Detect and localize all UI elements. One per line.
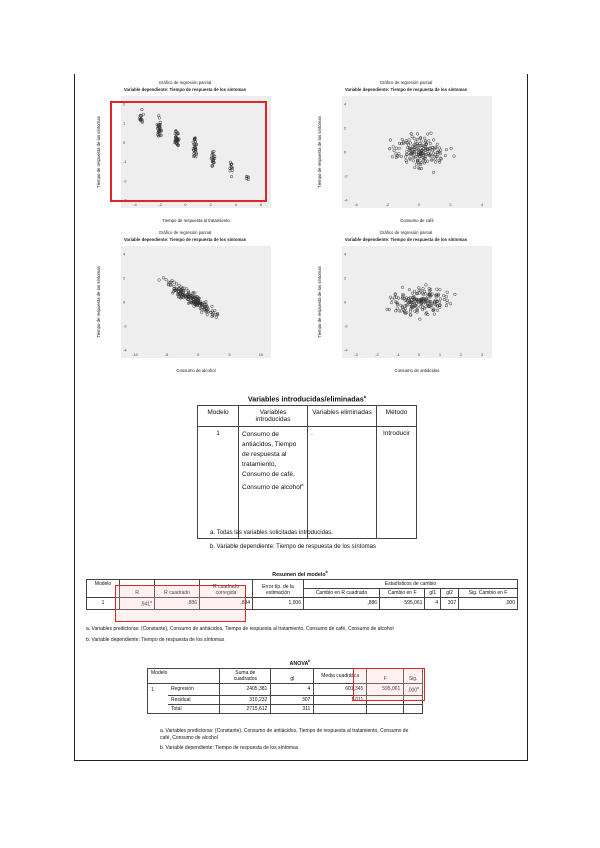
header-cell: Variables eliminadas xyxy=(308,406,377,427)
scatter-point xyxy=(442,294,445,297)
y-tick-label: -1 xyxy=(123,159,127,165)
cell: 1,006 xyxy=(253,598,304,610)
scatter-point xyxy=(410,132,413,135)
plot-title: Gráfico de regresión parcial xyxy=(158,80,212,85)
group-header-cell: Estadísticos de cambio xyxy=(304,580,518,589)
cell: 311 xyxy=(271,704,314,713)
plot-ylabel: Tiempo de respuesta de los síntomas xyxy=(96,266,101,338)
header-cell: Modelo xyxy=(198,406,239,427)
scatter-point xyxy=(415,163,418,166)
y-tick-label: 2 xyxy=(123,275,126,281)
row-label: Residual xyxy=(168,695,220,704)
cell xyxy=(314,704,367,713)
partial-plot-3 xyxy=(95,230,275,380)
y-tick-label: -4 xyxy=(123,347,127,353)
x-tick-label: 4 xyxy=(234,202,237,207)
plot-ylabel: Tiempo de respuesta de los síntomas xyxy=(317,266,322,338)
cell: ,884 xyxy=(200,598,253,610)
header-cell: Cambio en F xyxy=(380,589,425,598)
header-cell: R xyxy=(120,580,155,598)
plot-subtitle: Variable dependiente: Tiempo de respuesta de los síntomas xyxy=(344,87,468,92)
scatter-point xyxy=(430,155,433,158)
scatter-point xyxy=(409,142,412,145)
scatter-point xyxy=(432,139,435,142)
header-cell: R cuadrado corregida xyxy=(200,580,253,598)
header-cell: Cambio en R cuadrado xyxy=(304,589,380,598)
summary-table-title: Resumen del modelo$^b$ xyxy=(272,570,328,578)
scatter-point xyxy=(439,298,442,301)
cell: 310,232 xyxy=(220,695,271,704)
scatter-point xyxy=(158,279,161,282)
x-tick-label: 5 xyxy=(228,352,231,357)
scatter-point xyxy=(401,286,404,289)
plot-subtitle: Variable dependiente: Tiempo de respuesta de los síntomas xyxy=(123,87,247,92)
y-tick-label: 0 xyxy=(344,149,347,155)
scatter-point xyxy=(434,161,437,164)
scatter-point xyxy=(393,149,396,152)
x-tick-label: -5 xyxy=(164,352,169,357)
scatter-point xyxy=(408,139,411,142)
scatter-point xyxy=(185,288,188,291)
x-tick-label: -3 xyxy=(354,352,358,357)
x-tick-label: 4 xyxy=(480,202,484,207)
cell-empty xyxy=(148,695,169,704)
scatter-point xyxy=(416,133,419,136)
cell: 307 xyxy=(441,598,459,610)
table-header-row xyxy=(198,406,417,427)
scatter-point xyxy=(165,278,168,281)
scatter-point xyxy=(413,166,416,169)
cell: ,000$^a$ xyxy=(404,684,423,696)
anova-table-title: ANOVA$^b$ xyxy=(289,659,311,667)
x-tick-label: 0 xyxy=(417,352,421,357)
scatter-point xyxy=(436,288,439,291)
summary-note-a: a. Variables predictoras: (Constante), Consumo de antiácidos, Tiempo de respuesta al tratamiento, Consumo de café, Consumo de alcohol xyxy=(86,626,394,632)
scatter-point xyxy=(444,154,447,157)
scatter-point xyxy=(391,155,394,158)
scatter-point xyxy=(396,307,399,310)
y-tick-label: -2 xyxy=(123,178,127,184)
cell-empty xyxy=(148,704,169,713)
scatter-point xyxy=(419,290,422,293)
plot-title: Gráfico de regresión parcial xyxy=(379,80,433,85)
header-cell: Método xyxy=(377,406,417,427)
scatter-point xyxy=(401,138,404,141)
scatter-point xyxy=(430,132,433,135)
scatter-point xyxy=(426,133,429,136)
cell: ,000 xyxy=(459,598,518,610)
x-tick-label: -1 xyxy=(396,352,400,357)
cell: 595,061 xyxy=(367,684,404,696)
x-tick-label: -4 xyxy=(354,202,358,207)
scatter-point xyxy=(413,290,416,293)
scatter-point xyxy=(404,156,407,159)
partial-plot-2 xyxy=(316,80,496,230)
scatter-point xyxy=(411,292,414,295)
scatter-point xyxy=(443,298,446,301)
scatter-point xyxy=(422,287,425,290)
x-tick-label: -2 xyxy=(375,352,379,357)
cell: 4 xyxy=(271,684,314,696)
plot-xlabel: Tiempo de respuesta al tratamiento xyxy=(162,218,230,223)
scatter-point xyxy=(445,148,448,151)
header-cell: gl1 xyxy=(425,589,441,598)
scatter-point xyxy=(178,284,181,287)
partial-plot-4 xyxy=(316,230,496,380)
scatter-point xyxy=(215,316,218,319)
variables-table-title: Variables introducidas/eliminadas$^b$ xyxy=(247,394,367,404)
anova-note-b: b. Variable dependiente: Tiempo de respuesta de los síntomas xyxy=(160,745,299,751)
y-tick-label: 0 xyxy=(123,299,126,305)
scatter-point xyxy=(427,140,430,143)
plot-ylabel: Tiempo de respuesta de los síntomas xyxy=(96,116,101,188)
plot-title: Gráfico de regresión parcial xyxy=(158,230,212,235)
x-tick-label: 0 xyxy=(184,202,187,207)
header-cell: gl xyxy=(271,669,314,684)
x-tick-label: 2 xyxy=(209,202,212,207)
x-tick-label: 1 xyxy=(438,352,442,357)
cell: ,941$^a$ xyxy=(120,598,155,610)
scatter-point xyxy=(438,161,441,164)
variables-note-a: a. Todas las variables solicitadas introducidas. xyxy=(210,530,333,536)
plot-xlabel: Consumo de alcohol xyxy=(176,368,216,373)
y-tick-label: 2 xyxy=(344,125,347,131)
y-tick-label: 2 xyxy=(123,101,126,107)
x-tick-label: -4 xyxy=(133,202,137,207)
scatter-point xyxy=(200,311,203,314)
scatter-point xyxy=(398,147,401,150)
plot-title: Gráfico de regresión parcial xyxy=(379,230,433,235)
cell: 2715,612 xyxy=(220,704,271,713)
x-tick-label: -2 xyxy=(158,202,162,207)
scatter-point xyxy=(425,305,428,308)
variables-note-b: b. Variable dependiente: Tiempo de respuesta de los síntomas xyxy=(210,544,376,550)
y-tick-label: 2 xyxy=(344,275,347,281)
cell: ,886 xyxy=(304,598,380,610)
scatter-point xyxy=(419,318,422,321)
header-cell: Sig. Cambio en F xyxy=(459,589,518,598)
plot-xlabel: Consumo de café xyxy=(400,218,434,223)
scatter-point xyxy=(445,304,448,307)
header-cell: Variables introducidas xyxy=(239,406,308,427)
summary-note-b: b. Variable dependiente: Tiempo de respuesta de los síntomas xyxy=(86,637,225,643)
x-tick-label: 2 xyxy=(449,202,452,207)
header-cell: Modelo xyxy=(148,669,220,684)
cell: 1 xyxy=(87,598,120,610)
x-tick-label: -2 xyxy=(385,202,390,207)
header-cell: Suma de cuadrados xyxy=(220,669,271,684)
table-row xyxy=(198,427,417,539)
scatter-point xyxy=(392,146,395,149)
scatter-point xyxy=(400,155,403,158)
scatter-point xyxy=(400,304,403,307)
y-tick-label: 0 xyxy=(123,139,126,145)
y-tick-label: -2 xyxy=(344,323,348,329)
highlight-box-plot xyxy=(110,101,267,202)
scatter-point xyxy=(423,137,426,140)
scatter-point xyxy=(206,313,209,316)
scatter-point xyxy=(426,160,429,163)
cell: 4 xyxy=(425,598,441,610)
scatter-point xyxy=(420,140,423,143)
scatter-point xyxy=(432,171,435,174)
scatter-point xyxy=(388,148,391,151)
y-tick-label: -2 xyxy=(344,173,348,179)
plot-xlabel: Consumo de antiácidos xyxy=(394,368,440,373)
scatter-point xyxy=(413,137,416,140)
cell: 601,345 xyxy=(314,684,367,696)
cell-modelo: 1 xyxy=(148,684,169,696)
header-cell: F xyxy=(367,669,404,684)
scatter-point xyxy=(214,309,217,312)
y-tick-label: 4 xyxy=(344,101,347,107)
anova-note-a: a. Variables predictoras: (Constante), Consumo de antiácidos, Tiempo de respuesta al tratamiento, Consumo de café, Consumo de alcohol xyxy=(160,728,409,741)
y-tick-label: -4 xyxy=(344,197,348,203)
scatter-point xyxy=(175,283,178,286)
scatter-point xyxy=(412,160,415,163)
row-label: Regresión xyxy=(168,684,220,696)
scatter-point xyxy=(449,302,452,305)
scatter-area xyxy=(121,246,271,358)
y-tick-label: -4 xyxy=(344,347,348,353)
scatter-point xyxy=(436,309,439,312)
scatter-point xyxy=(425,284,428,287)
scatter-point xyxy=(419,306,422,309)
x-tick-label: 10 xyxy=(258,352,264,357)
plot-subtitle: Variable dependiente: Tiempo de respuesta de los síntomas xyxy=(123,237,247,242)
highlight-box-f-sig xyxy=(353,668,425,701)
highlight-box-r-columns xyxy=(115,585,246,622)
scatter-point xyxy=(433,313,436,316)
scatter-area xyxy=(342,246,492,358)
header-cell: Modelo xyxy=(87,580,120,598)
header-cell: Sig. xyxy=(404,669,423,684)
x-tick-label: 6 xyxy=(259,202,263,207)
y-tick-label: 0 xyxy=(344,299,347,305)
cell: 2405,381 xyxy=(220,684,271,696)
x-tick-label: 3 xyxy=(480,352,484,357)
y-tick-label: 1 xyxy=(123,120,126,126)
scatter-point xyxy=(390,301,393,304)
header-cell: Media cuadrática xyxy=(314,669,367,684)
variables-table xyxy=(197,405,417,539)
x-tick-label: 0 xyxy=(196,352,200,357)
scatter-point xyxy=(406,150,409,153)
y-tick-label: -3 xyxy=(123,197,127,203)
scatter-point xyxy=(436,143,439,146)
x-tick-label: -10 xyxy=(132,352,138,357)
scatter-point xyxy=(439,288,442,291)
y-tick-label: -2 xyxy=(123,323,127,329)
header-cell: gl2 xyxy=(441,589,459,598)
cell: 1,011 xyxy=(314,695,367,704)
cell: 307 xyxy=(271,695,314,704)
scatter-point xyxy=(445,295,448,298)
plot-ylabel: Tiempo de respuesta de los síntomas xyxy=(317,116,322,188)
cell xyxy=(404,704,423,713)
cell-eliminadas: . xyxy=(308,427,377,539)
cell-modelo: 1 xyxy=(198,427,239,539)
y-tick-label: 4 xyxy=(123,251,126,257)
cell-introducidas: Consumo de antiácidos, Tiempo de respuesta al tratamiento, Consumo de café, Consumo de alcohol$^a$ xyxy=(239,427,308,539)
scatter-point xyxy=(434,158,437,161)
scatter-area xyxy=(342,96,492,208)
cell xyxy=(367,704,404,713)
cell-metodo: Introducir xyxy=(377,427,417,539)
y-tick-label: 4 xyxy=(344,251,347,257)
scatter-point xyxy=(162,277,165,280)
scatter-point xyxy=(453,155,456,158)
plot-subtitle: Variable dependiente: Tiempo de respuesta de los síntomas xyxy=(344,237,468,242)
scatter-point xyxy=(395,147,398,150)
scatter-point xyxy=(389,296,392,299)
x-tick-label: 0 xyxy=(417,202,421,207)
header-cell: R cuadrado xyxy=(155,580,200,598)
scatter-point xyxy=(429,142,432,145)
table-row xyxy=(148,704,423,713)
scatter-point xyxy=(446,291,449,294)
scatter-point xyxy=(211,305,214,308)
scatter-point xyxy=(389,139,392,142)
scatter-point xyxy=(408,288,411,291)
row-label: Total xyxy=(168,704,220,713)
scatter-point xyxy=(394,310,397,313)
header-cell: Error típ. de la estimación xyxy=(253,580,304,598)
cell: 595,061 xyxy=(380,598,425,610)
x-tick-label: 2 xyxy=(459,352,463,357)
scatter-point xyxy=(454,293,457,296)
cell: ,886 xyxy=(155,598,200,610)
scatter-point xyxy=(450,147,453,150)
